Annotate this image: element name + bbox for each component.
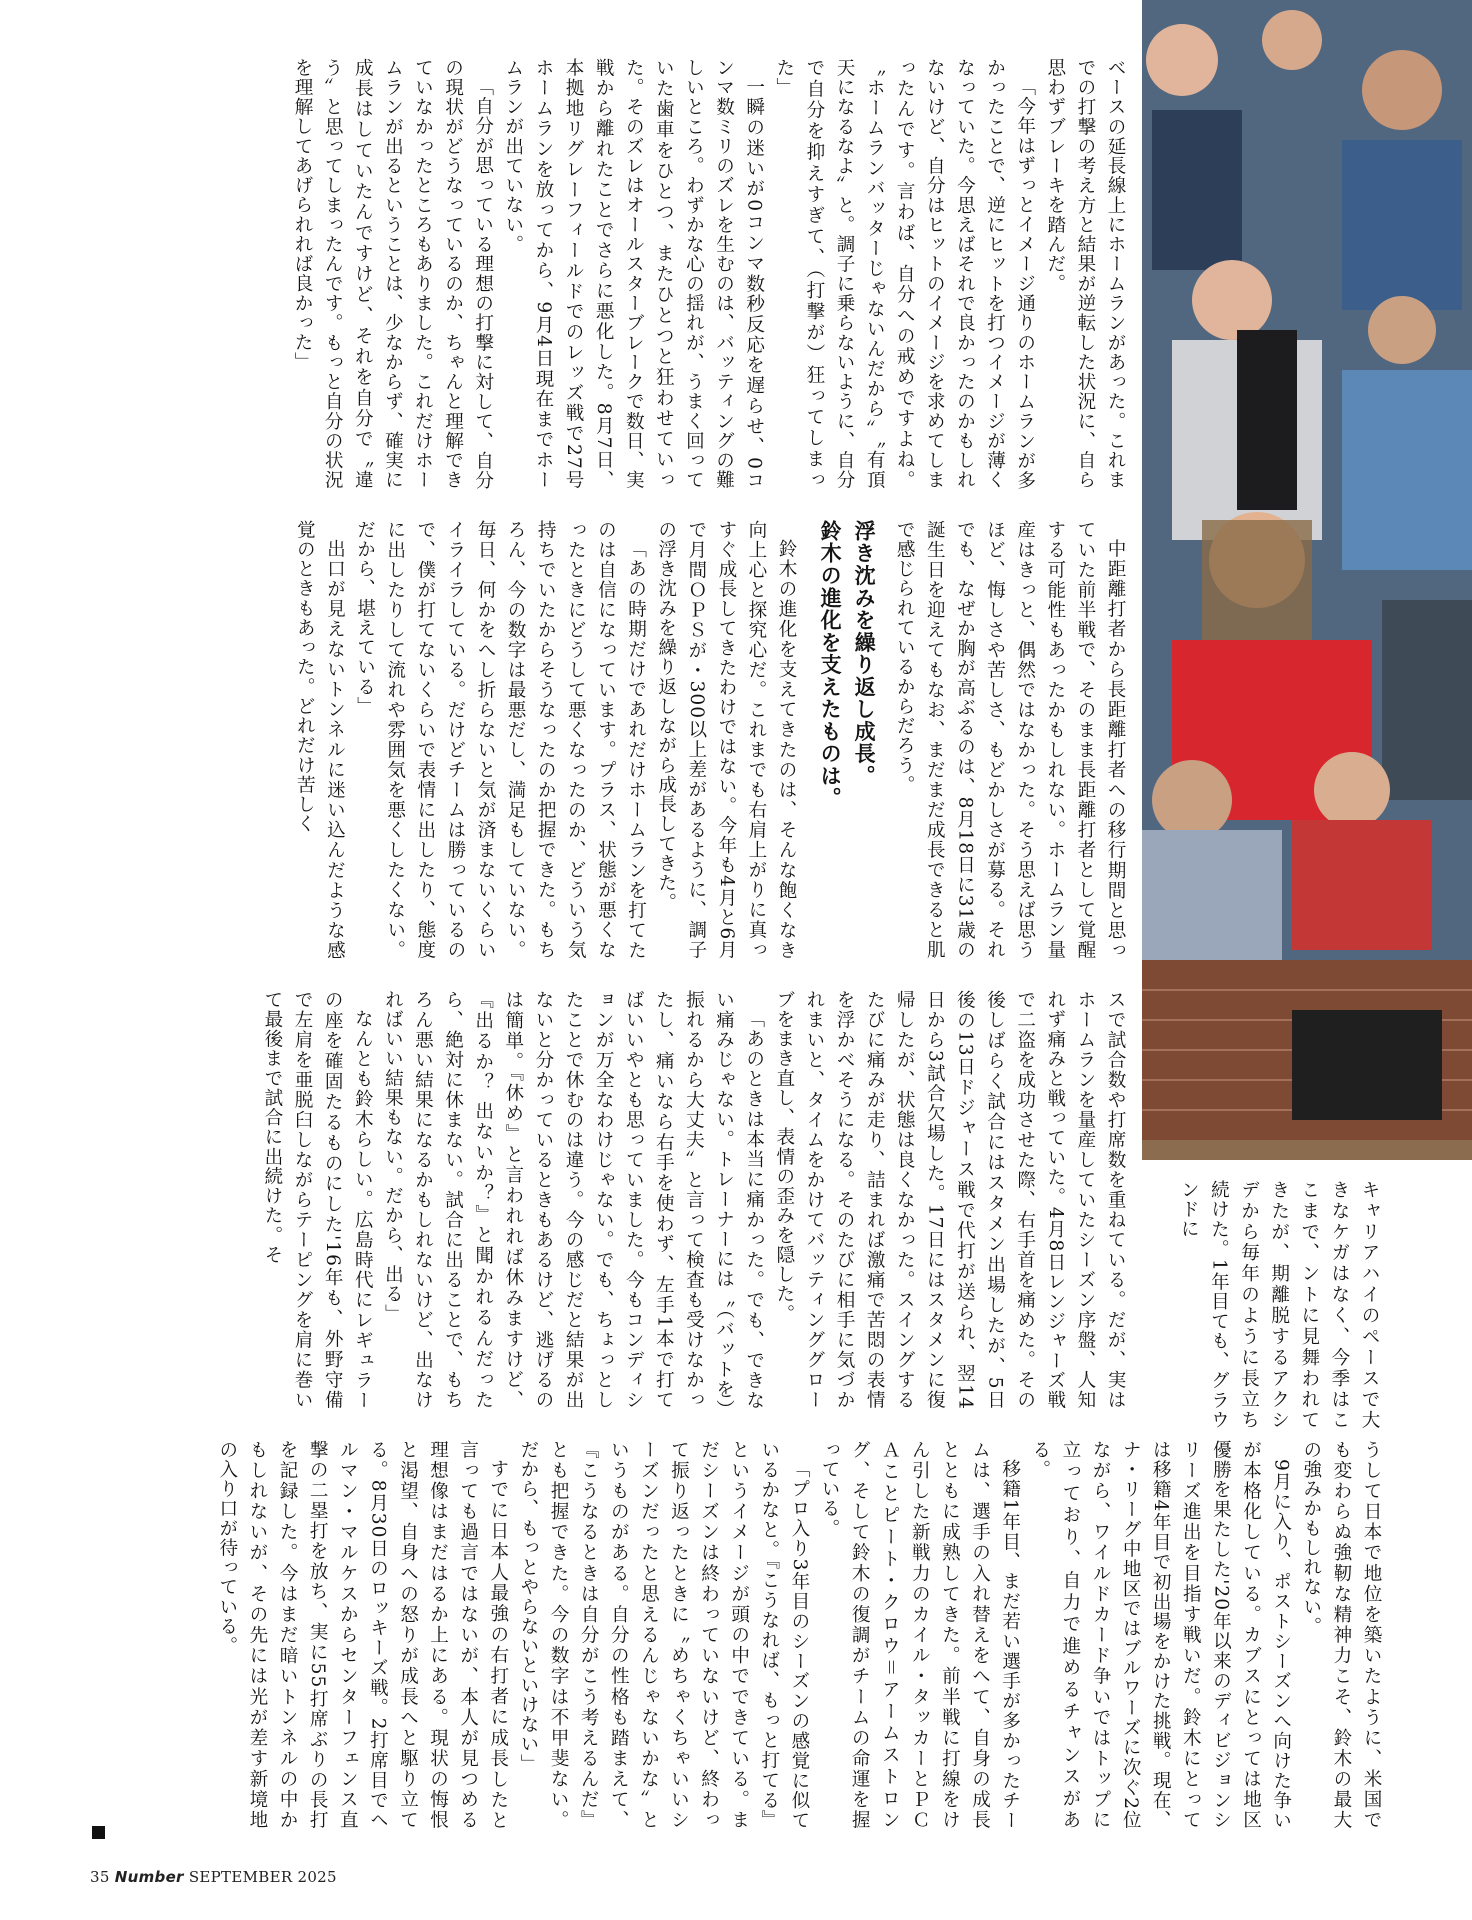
article-column-bottom-right <box>1148 1180 1384 1430</box>
article-column-top-right <box>86 520 1130 960</box>
end-mark <box>92 1826 105 1839</box>
stadium-crowd-photo <box>1142 0 1472 1160</box>
paragraph: 鈴木の進化を支えてきたのは、そんな飽くなき向上心と探究心だ。これまでも右肩上がりに真っすぐ成長してきたわけではない。今年も4月と6月で月間ＯＰＳが・300以上差があるように、調子の浮き沈みを繰り返しながら成長してきた。 <box>655 520 798 960</box>
paragraph: 「今年はずっとイメージ通りのホームランが多かったことで、逆にヒットを打つイメージが薄くなっていた。今思えばそれで良かったのかもしれないけど、自分はヒットのイメージを求めてしまったんです。言わば、自分への戒めですよね。〝ホームランバッターじゃないんだから〟〝有頂天になるなよ〟と。調子に乗らないように、自分で自分を抑えすぎて、（打撃が）狂ってしまった」 <box>773 58 1036 490</box>
magazine-name: Number <box>114 1868 184 1886</box>
headline-line: 浮き沈みを繰り返し成長。 <box>852 520 877 788</box>
article-column-bottom-left <box>86 990 1130 1410</box>
page-number: 35 <box>90 1868 110 1886</box>
page-footer <box>90 1868 337 1886</box>
paragraph: 「自分が思っている理想の打撃に対して、自分の現状がどうなっているのか、ちゃんと理解できていなかったところもありました。これだけホームランが出るということは、少なからず、確実に成長はしていたんですけど、それを自分で〝違う〟と思ってしまったんです。もっと自分の状況を理解してあげられれば良かった」 <box>292 58 494 490</box>
paragraph: 出口が見えないトンネルに迷い込んだような感覚のときもあった。どれだけ苦しく <box>294 520 346 960</box>
photo-art <box>1142 0 1472 1160</box>
paragraph: 一瞬の迷いが0コンマ数秒反応を遅らせ、0コンマ数ミリのズレを生むのは、バッティングの難しいところ。わずかな心の揺れが、うまく回っていた歯車をひとつ、またひとつと狂わせていった。そのズレはオールスターブレークで数日、実戦から離れたことでさらに悪化した。8月7日、本拠地リグレーフィールドでのレッズ戦で27号ホームランを放ってから、9月4日現在までホームランが出ていない。 <box>502 58 765 490</box>
paragraph: キャリアハイのペースで大きなケガはなく、今季はここまで、ントに見舞われてきたが、期離脱するアクシデから毎年のように長立ち続けた。1年目ても、グラウンドに <box>1178 1180 1380 1430</box>
paragraph: 「あのときは本当に痛かった。でも、できない痛みじゃない。トレーナーには〝（バットを）振れるから大丈夫〟と言って検査も受けなかったし、痛いなら右手を使わず、左手1本で打てばいいやとも思っていました。今もコンディションが万全なわけじゃない。でも、ちょっとしたことで休むのは違う。今の感じだと結果が出ないと分かっているときもあるけど、逃げるのは簡単。『休め』と言われれば休みますけど、『出るか？ 出ないか？』と聞かれるんだったら、絶対に休まない。試合に出ることで、もちろん悪い結果になるかもしれないけど、出なければいい結果もない。だから、出る」 <box>382 990 765 1410</box>
article-column-top-left <box>292 58 1130 490</box>
paragraph: 「プロ入り3年目のシーズンの感覚に似ているかなと。『こうなれば、もっと打てる』というイメージが頭の中でできている。まだシーズンは終わっていないけど、終わって振り返ったときに〝めちゃくちゃいいシーズンだったと思えるんじゃないかな〟というものがある。自分の性格も踏まえて、『こうなるときは自分がこう考えるんだ』とも把握できた。今の数字は不甲斐ない。だから、もっとやらないといけない」 <box>517 1440 810 1830</box>
article-column-bottom-main <box>86 1440 1386 1830</box>
paragraph: ベースの延長線上にホームランがあった。これまでの打撃の考え方と結果が逆転した状況に、自ら思わずブレーキを踏んだ。 <box>1044 58 1126 490</box>
paragraph: すでに日本人最強の右打者に成長したと言っても過言ではないが、本人が見つめる理想像はまだはるか上にある。現状の悔恨と渇望、自身への怒りが成長へと駆り立てる。8月30日のロッキーズ戦。2打席目でヘルマン・マルケスからセンターフェンス直撃の二塁打を放ち、実に55打席ぶりの長打を記録した。今はまだ暗いトンネルの中かもしれないが、その先には光が差す新境地の入り口が待っている。 <box>216 1440 509 1830</box>
issue-date: SEPTEMBER 2025 <box>188 1868 337 1886</box>
paragraph: スで試合数や打席数を重ねている。だが、実はホームランを量産していたシーズン序盤、人知れず痛みと戦っていた。4月8日レンジャーズ戦で二盗を成功させた際、右手首を痛めた。その後しばらく試合にはスタメン出場したが、5日後の13日ドジャース戦で代打が送られ、翌14日から3試合欠場した。17日にはスタメンに復帰したが、状態は良くなかった。スイングするたびに痛みが走り、詰まれば激痛で苦悶の表情を浮かべそうになる。そのたびに相手に気づかれまいと、タイムをかけてバッティンググローブをまき直し、表情の歪みを隠した。 <box>773 990 1126 1410</box>
section-headline <box>813 520 881 960</box>
paragraph: 移籍1年目、まだ若い選手が多かったチームは、選手の入れ替えをへて、自身の成長とともに成熟してきた。前半戦に打線をけん引した新戦力のカイル・タッカーとＰＣＡことピート・クロウ＝アームストロング、そして鈴木の復調がチームの命運を握っている。 <box>819 1440 1021 1830</box>
paragraph: なんとも鈴木らしい。広島時代にレギュラーの座を確固たるものにした'16年も、外野守備で左肩を亜脱臼しながらテーピングを肩に巻いて最後まで試合に出続けた。そ <box>261 990 374 1410</box>
headline-line: 鈴木の進化を支えたものは。 <box>818 520 843 810</box>
paragraph: 「あの時期だけであれだけホームランを打てたのは自信になっています。プラス、状態が悪くなったときにどうして悪くなったのか、どういう気持ちでいたからそうなったのか把握できた。もちろん、今の数字は最悪だし、満足もしていない。毎日、何かをへし折らないと気が済まないくらいイライラしている。だけどチームは勝っているので、僕が打てないくらいで表情に出したり、態度に出したりして流れや雰囲気を悪くしたくない。だから、堪えている」 <box>354 520 647 960</box>
paragraph: 中距離打者から長距離打者への移行期間と思っていた前半戦で、そのまま長距離打者として覚醒する可能性もあったかもしれない。ホームラン量産はきっと、偶然ではなかった。そう思えば思うほど、悔しさや苦しさ、もどかしさが募る。それでも、なぜか胸が高ぶるのは、8月18日に31歳の誕生日を迎えてもなお、まだまだ成長できると肌で感じられているからだろう。 <box>894 520 1126 960</box>
paragraph: 9月に入り、ポストシーズンへ向けた争いが本格化している。カブスにとっては地区優勝を果たした'20年以来のディビジョンシリーズ進出を目指す戦いだ。鈴木にとっては移籍4年目で初出場をかけた挑戦。現在、ナ・リーグ中地区ではブルワーズに次ぐ2位ながら、ワイルドカード争いではトップに立っており、自力で進めるチャンスがある。 <box>1029 1440 1292 1830</box>
paragraph: うして日本で地位を築いたように、米国でも変わらぬ強靭な精神力こそ、鈴木の最大の強みかもしれない。 <box>1300 1440 1382 1830</box>
